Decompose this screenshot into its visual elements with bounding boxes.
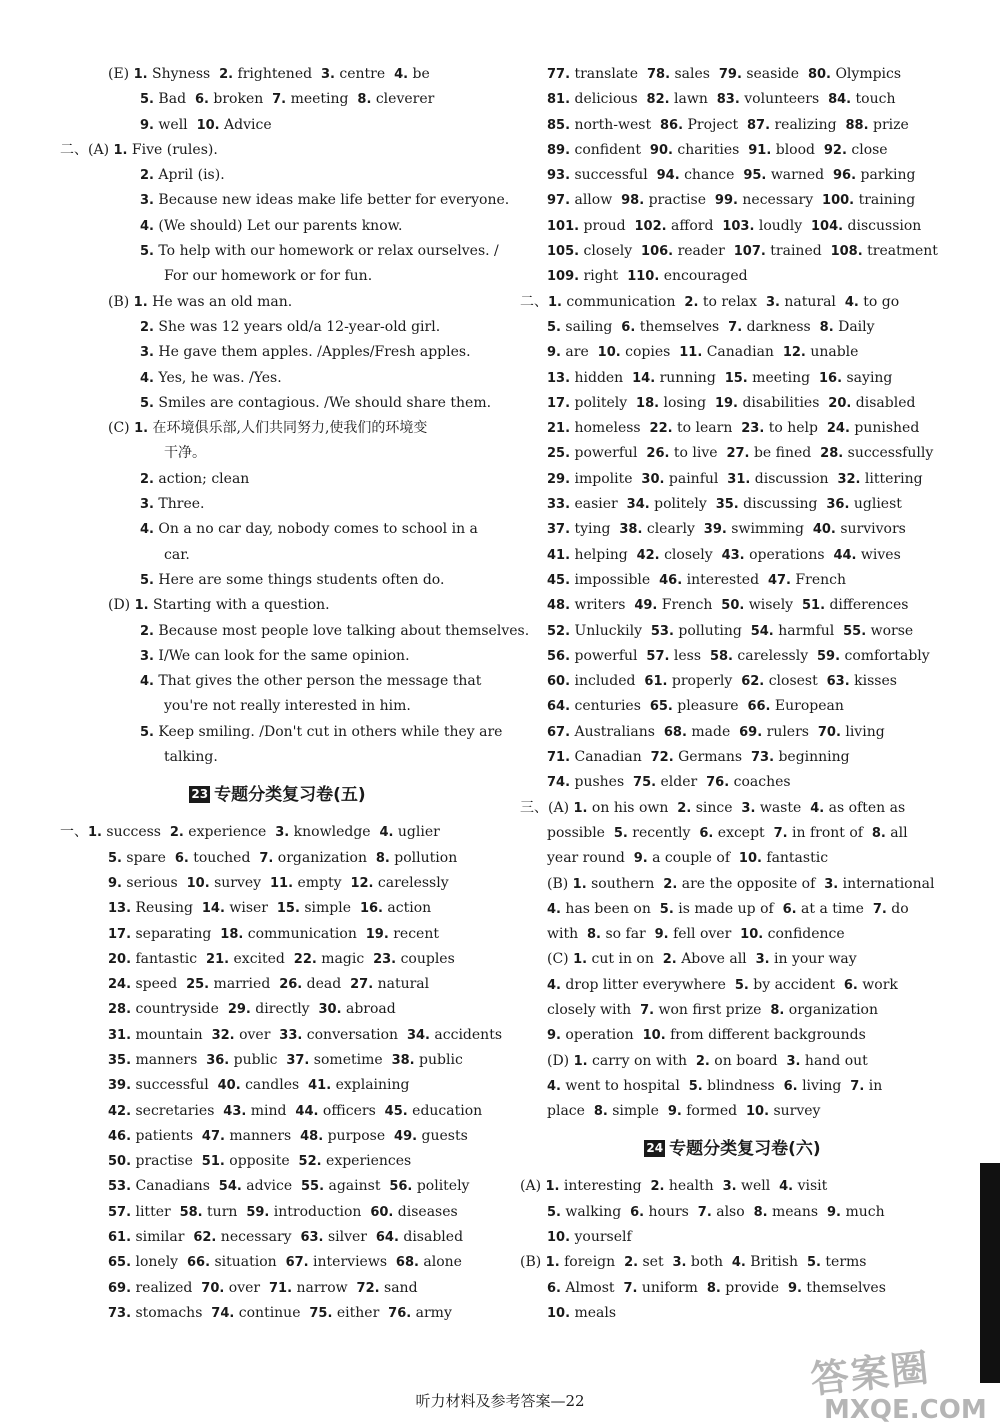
left-answer-line: 3. He gave them apples. /Apples/Fresh apples. — [140, 344, 471, 361]
right-part-answer-line: 5. walking 6. hours 7. also 8. means 9. much — [547, 1203, 885, 1220]
right-answer-line: place 8. simple 9. formed 10. survey — [547, 1103, 821, 1120]
right-answer-line: 52. Unluckily 53. polluting 54. harmful 55. worse — [547, 622, 914, 639]
left-answer-line: (C) 1. 在环境俱乐部,人们共同努力,使我们的环境变 — [108, 420, 428, 437]
left-answer-line: 2. Because most people love talking about themselves. — [140, 622, 530, 639]
right-answer-line: 33. easier 34. politely 35. discussing 36. ugliest — [547, 496, 902, 513]
left-answer-line: 二、(A) 1. Five (rules). — [60, 141, 218, 158]
right-answer-line: 109. right 110. encouraged — [547, 268, 748, 285]
section-title: 专题分类复习卷(五) — [214, 785, 366, 806]
right-answer-line: 71. Canadian 72. Germans 73. beginning — [547, 749, 850, 766]
right-answer-line: 56. powerful 57. less 58. carelessly 59. comfortably — [547, 647, 930, 664]
left-answer-line: car. — [164, 546, 190, 563]
right-answer-line: 105. closely 106. reader 107. trained 108. treatment — [547, 243, 938, 260]
right-answer-line: 97. allow 98. practise 99. necessary 100. training — [547, 192, 916, 209]
left-part-answer-line: 46. patients 47. manners 48. purpose 49. guests — [108, 1127, 468, 1144]
left-answer-line: (D) 1. Starting with a question. — [108, 597, 330, 614]
right-part-answer-line: 10. yourself — [547, 1229, 632, 1246]
right-answer-line: 101. proud 102. afford 103. loudly 104. discussion — [547, 217, 922, 234]
left-part-answer-line: 61. similar 62. necessary 63. silver 64. disabled — [108, 1229, 464, 1246]
left-part-answer-line: 57. litter 58. turn 59. introduction 60. diseases — [108, 1203, 458, 1220]
left-answer-line: 4. Yes, he was. /Yes. — [140, 369, 282, 386]
left-part-answer-line: 17. separating 18. communication 19. recent — [108, 925, 439, 942]
watermark-logo — [808, 1340, 987, 1425]
right-answer-line: possible 5. recently 6. except 7. in front of 8. all — [547, 824, 908, 841]
right-part-answer-line: 10. meals — [547, 1304, 617, 1321]
right-answer-line: 37. tying 38. clearly 39. swimming 40. survivors — [547, 521, 906, 538]
section-number-badge: 24 — [646, 1141, 664, 1156]
right-answer-line: 4. has been on 5. is made up of 6. at a time 7. do — [547, 900, 909, 917]
left-answer-line: you're not really interested in him. — [164, 698, 411, 715]
section-title: 专题分类复习卷(六) — [669, 1139, 821, 1160]
right-answer-line: (B) 1. southern 2. are the opposite of 3. international — [547, 875, 935, 892]
right-answer-line: year round 9. a couple of 10. fantastic — [547, 850, 829, 867]
side-tab-marker — [980, 1163, 1000, 1383]
left-answer-line: 2. action; clean — [140, 470, 250, 487]
left-answer-line: 5. Bad 6. broken 7. meeting 8. cleverer — [140, 91, 435, 108]
left-part-answer-line: 39. successful 40. candles 41. explaining — [108, 1077, 410, 1094]
right-answer-line: 4. drop litter everywhere 5. by accident 6. work — [547, 976, 898, 993]
right-answer-line: 93. successful 94. chance 95. warned 96. parking — [547, 167, 916, 184]
left-part-answer-line: 69. realized 70. over 71. narrow 72. sand — [108, 1279, 418, 1296]
left-part-answer-line: 65. lonely 66. situation 67. interviews 68. alone — [108, 1254, 462, 1271]
right-answer-line: 85. north-west 86. Project 87. realizing 88. prize — [547, 116, 909, 133]
left-answer-line: (B) 1. He was an old man. — [108, 293, 293, 310]
right-answer-line: 二、1. communication 2. to relax 3. natural 4. to go — [520, 293, 900, 310]
right-answer-line: 4. went to hospital 5. blindness 6. living 7. in — [547, 1077, 883, 1094]
left-answer-line: 4. That gives the other person the message that — [140, 673, 482, 690]
right-answer-line: 13. hidden 14. running 15. meeting 16. saying — [547, 369, 893, 386]
right-answer-line: with 8. so far 9. fell over 10. confidence — [547, 926, 845, 943]
left-answer-line: 4. (We should) Let our parents know. — [140, 217, 403, 234]
right-answer-line: 74. pushes 75. elder 76. coaches — [547, 774, 791, 791]
left-answer-line: 3. Three. — [140, 496, 205, 513]
left-part-answer-line: 35. manners 36. public 37. sometime 38. public — [108, 1051, 463, 1068]
right-answer-line: 17. politely 18. losing 19. disabilities 20. disabled — [547, 394, 916, 411]
right-answer-line: 67. Australians 68. made 69. rulers 70. living — [547, 723, 885, 740]
left-part-answer-line: 31. mountain 32. over 33. conversation 34. accidents — [108, 1026, 502, 1043]
left-answer-line: 2. She was 12 years old/a 12-year-old girl. — [140, 318, 441, 335]
left-answer-line: talking. — [164, 749, 218, 766]
left-part-answer-line: 28. countryside 29. directly 30. abroad — [108, 1001, 396, 1018]
left-answer-line: 2. April (is). — [140, 167, 225, 184]
page-footer: 听力材料及参考答案—22 — [415, 1392, 585, 1410]
section-number-badge: 23 — [191, 787, 209, 802]
left-answer-line: 干净。 — [164, 445, 206, 462]
left-answer-line: 3. I/We can look for the same opinion. — [140, 647, 410, 664]
left-answer-line: 4. On a no car day, nobody comes to school in a — [140, 521, 478, 538]
left-answer-line: For our homework or for fun. — [164, 268, 373, 285]
right-column — [520, 62, 945, 1326]
right-answer-line: (C) 1. cut in on 2. Above all 3. in your way — [547, 951, 857, 968]
right-answer-line: 21. homeless 22. to learn 23. to help 24. punished — [547, 420, 920, 437]
right-answer-line: 77. translate 78. sales 79. seaside 80. Olympics — [547, 66, 902, 82]
left-part-answer-line: 50. practise 51. opposite 52. experiences — [108, 1153, 412, 1170]
left-answer-line: 5. To help with our homework or relax ourselves. / — [140, 243, 499, 260]
right-answer-line: 64. centuries 65. pleasure 66. European — [547, 698, 844, 715]
left-part-answer-line: 一、1. success 2. experience 3. knowledge 4. uglier — [60, 824, 440, 841]
right-answer-line: 29. impolite 30. painful 31. discussion 32. littering — [547, 470, 923, 487]
right-answer-line: closely with 7. won first prize 8. organization — [547, 1001, 879, 1018]
left-part-answer-line: 9. serious 10. survey 11. empty 12. carelessly — [108, 874, 449, 891]
left-answer-line: 3. Because new ideas make life better for everyone. — [140, 192, 510, 209]
left-answer-line: 5. Smiles are contagious. /We should share them. — [140, 394, 492, 411]
left-part-answer-line: 20. fantastic 21. excited 22. magic 23. couples — [108, 950, 455, 967]
left-answer-line: (E) 1. Shyness 2. frightened 3. centre 4. be — [108, 66, 430, 82]
right-part-answer-line: 6. Almost 7. uniform 8. provide 9. themselves — [547, 1279, 886, 1296]
right-answer-line: 5. sailing 6. themselves 7. darkness 8. Daily — [547, 318, 875, 335]
right-answer-line: 48. writers 49. French 50. wisely 51. differences — [547, 597, 909, 614]
left-column — [60, 62, 530, 1326]
right-answer-line: 9. are 10. copies 11. Canadian 12. unable — [547, 344, 859, 361]
right-answer-line: 60. included 61. properly 62. closest 63. kisses — [547, 673, 897, 690]
watermark-en: MXQE.COM — [824, 1395, 987, 1425]
left-answer-line: 5. Keep smiling. /Don't cut in others while they are — [140, 723, 503, 740]
left-answer-line: 5. Here are some things students often do. — [140, 571, 445, 588]
left-part-answer-line: 24. speed 25. married 26. dead 27. natural — [108, 976, 430, 993]
left-answer-line: 9. well 10. Advice — [140, 116, 272, 133]
left-part-answer-line: 5. spare 6. touched 7. organization 8. pollution — [108, 849, 458, 866]
right-answer-line: (D) 1. carry on with 2. on board 3. hand out — [547, 1052, 868, 1069]
right-part-answer-line: (A) 1. interesting 2. health 3. well 4. visit — [520, 1178, 828, 1195]
right-answer-line: 81. delicious 82. lawn 83. volunteers 84. touch — [547, 91, 896, 108]
right-answer-line: 45. impossible 46. interested 47. French — [547, 571, 846, 588]
right-section-heading — [520, 1124, 945, 1174]
right-answer-line: 三、(A) 1. on his own 2. since 3. waste 4. as often as — [520, 799, 906, 816]
left-part-answer-line: 73. stomachs 74. continue 75. either 76. army — [108, 1304, 452, 1321]
left-part-answer-line: 42. secretaries 43. mind 44. officers 45. education — [108, 1102, 483, 1119]
right-part-answer-line: (B) 1. foreign 2. set 3. both 4. British 5. terms — [520, 1254, 867, 1271]
right-answer-line: 25. powerful 26. to live 27. be fined 28. successfully — [547, 445, 934, 462]
left-part-answer-line: 53. Canadians 54. advice 55. against 56. politely — [108, 1178, 470, 1195]
right-answer-line: 9. operation 10. from different backgrounds — [547, 1027, 866, 1044]
right-answer-line: 89. confident 90. charities 91. blood 92. close — [547, 141, 888, 158]
right-answer-line: 41. helping 42. closely 43. operations 44. wives — [547, 546, 901, 563]
left-part-answer-line: 13. Reusing 14. wiser 15. simple 16. action — [108, 900, 432, 917]
left-section-heading — [60, 770, 495, 820]
watermark-cn: 答案圈 — [808, 1345, 933, 1402]
